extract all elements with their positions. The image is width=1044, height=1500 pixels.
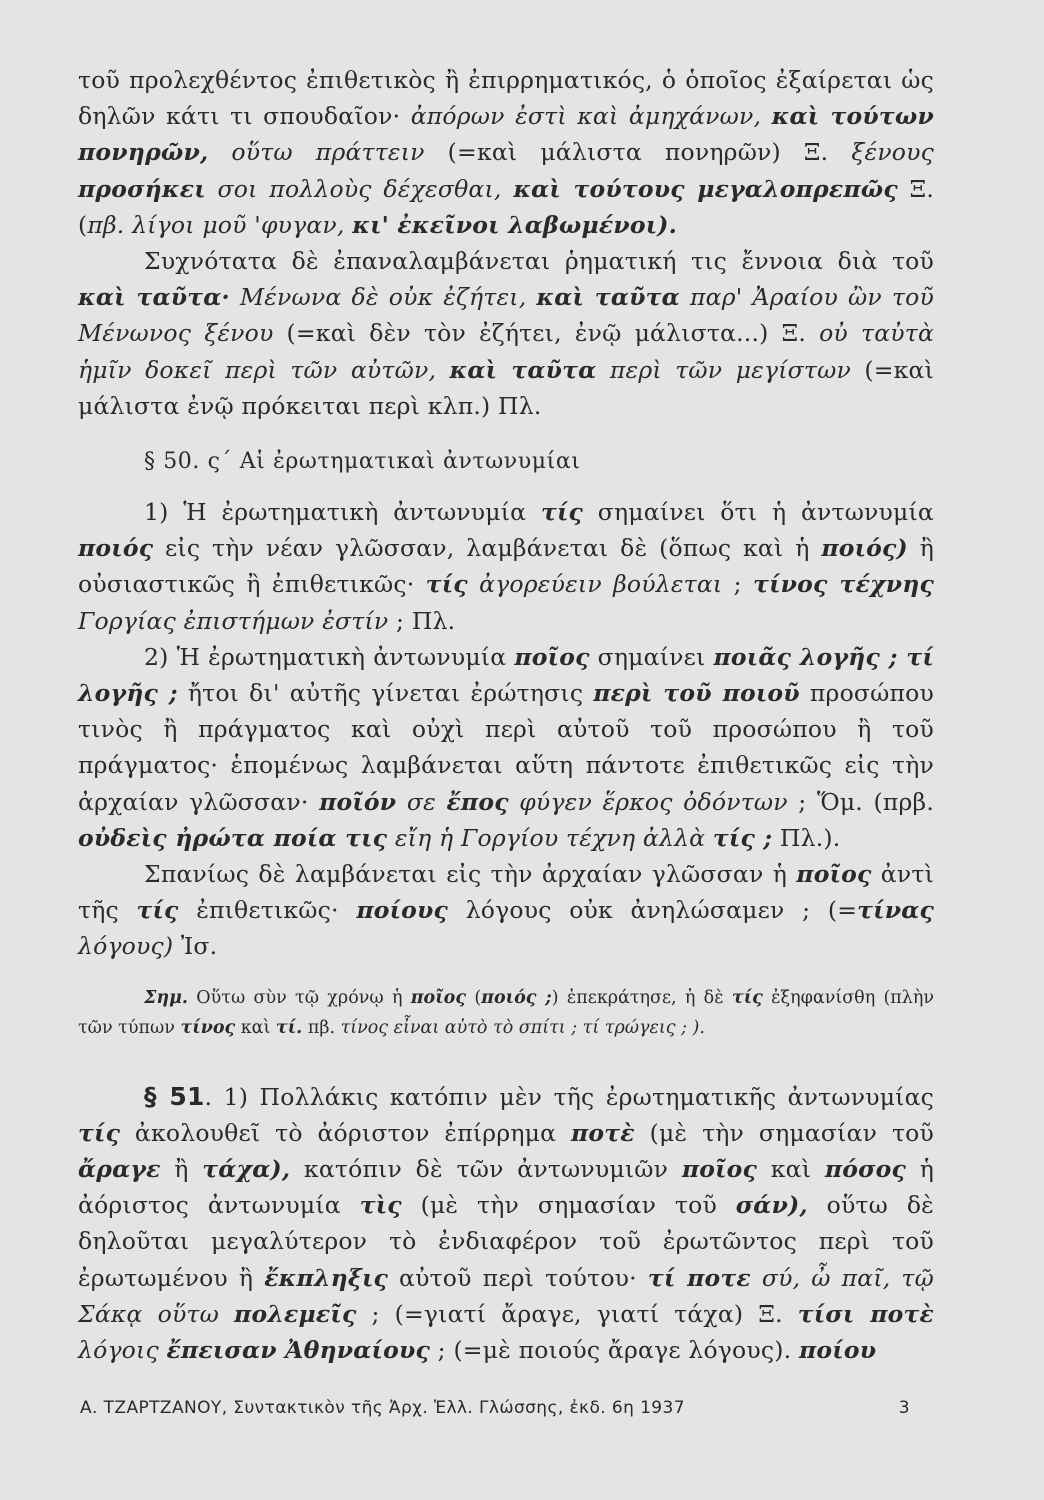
- example-text: σύ, ὦ παῖ, τῷ Σάκᾳ οὕτω: [78, 1263, 934, 1328]
- example-text: ἀπόρων ἐστὶ καὶ ἀμηχάνων,: [410, 102, 772, 131]
- text: Ἰσ.: [173, 932, 218, 961]
- emphasis-text: τὶς: [359, 1191, 402, 1220]
- emphasis-text: καὶ ταῦτα: [449, 355, 597, 384]
- example-text: οὕτω πράττειν: [208, 138, 425, 167]
- emphasis-text: ποῖόν: [319, 787, 397, 816]
- emphasis-text: τί ποτε: [647, 1263, 751, 1292]
- paragraph-1: [78, 62, 934, 243]
- text: (=καὶ μάλιστα πονηρῶν) Ξ.: [424, 138, 852, 167]
- text: (: [466, 987, 482, 1008]
- text: ἢ: [160, 1155, 203, 1184]
- example-text: ξένους: [851, 138, 934, 167]
- emphasis-text: τίς: [540, 498, 584, 527]
- text: ; Πλ.: [388, 606, 456, 635]
- text: οὕτω δὲ δηλοῦται μεγαλύτερον τὸ ἐνδιαφέρον τοῦ ἐρωτῶντος περὶ τοῦ ἐρωτωμένου ἢ: [78, 1191, 934, 1292]
- emphasis-text: τίς: [425, 570, 468, 599]
- text: ; Ὅμ. (πρβ.: [787, 787, 934, 816]
- text: ἐξηφανίσθη (πλὴν τῶν τύπων: [78, 987, 935, 1038]
- text: (=καὶ δὲν τὸν ἐζήτει, ἐνῷ μάλιστα...) Ξ.: [273, 319, 820, 348]
- emphasis-text: ποιός: [78, 534, 154, 563]
- text: προσώπου τινὸς ἢ πράγματος καὶ οὐχὶ περὶ αὐτοῦ τοῦ προσώπου ἢ τοῦ πράγματος· ἑπομένως λαμβάνεται αὕτη πάντοτε ἐπιθετικῶς εἰς τὴν ἀρχαίαν γλῶσσαν·: [78, 679, 934, 816]
- note-paragraph: [78, 983, 934, 1043]
- emphasis-text: τίς: [78, 1118, 121, 1147]
- emphasis-text: τίνος τέχνης: [753, 570, 935, 599]
- emphasis-text: ἄραγε: [78, 1155, 161, 1184]
- text: ἡ ἀόριστος ἀντωνυμία: [78, 1155, 935, 1220]
- emphasis-text: οὐδεὶς ἠρώτα: [78, 823, 274, 852]
- emphasis-text: ποίου: [798, 1336, 877, 1365]
- emphasis-text: ποῖος: [681, 1155, 758, 1184]
- paragraph-5: [78, 856, 934, 965]
- footer-citation: Α. ΤΖΑΡΤΖΑΝΟΥ, Συντακτικὸν τῆς Ἀρχ. Ἑλλ. Γλώσσης, ἐκδ. 6η 1937: [80, 1398, 685, 1418]
- emphasis-text: προσήκει: [78, 174, 206, 203]
- paragraph-2: [78, 243, 934, 424]
- emphasis-text: καὶ τούτους μεγαλοπρεπῶς: [513, 174, 898, 203]
- emphasis-text: ποιός): [821, 534, 908, 563]
- emphasis-text: τίς ;: [712, 823, 773, 852]
- text: (μὲ τὴν σημασίαν τοῦ: [634, 1118, 934, 1147]
- emphasis-text: ἔπεισαν: [166, 1336, 277, 1365]
- emphasis-text: κι' ἐκεῖνοι λαβωμένοι).: [352, 210, 677, 239]
- example-text: οὐ ταὐτὰ ἡμῖν δοκεῖ περὶ τῶν αὐτῶν,: [78, 319, 935, 384]
- example-text: Γοργίας ἐπιστήμων ἐστίν: [78, 606, 389, 635]
- text: 2) Ἡ ἐρωτηματικὴ ἀντωνυμία: [144, 642, 515, 671]
- paragraph-6: [78, 1079, 934, 1369]
- text: καὶ: [757, 1155, 825, 1184]
- emphasis-text: τίς: [136, 896, 179, 925]
- emphasis-text: πόσος: [824, 1155, 907, 1184]
- text: σημαίνει ὅτι ἡ ἀντωνυμία: [583, 498, 934, 527]
- text: . 1) Πολλάκις κατόπιν μὲν τῆς ἐρωτηματικῆς ἀντωνυμίας: [204, 1082, 935, 1111]
- text: Ξ. (: [78, 174, 934, 239]
- text: τοῦ προλεχθέντος ἐπιθετικὸς ἢ ἐπιρρηματικός, ὁ ὁποῖος ἐξαίρεται ὡς δηλῶν κάτι τι σπουδαῖον·: [78, 66, 934, 131]
- emphasis-text: τίσι ποτὲ: [797, 1299, 935, 1328]
- paragraph-3: [78, 494, 934, 639]
- text: Συχνότατα δὲ ἐπαναλαμβάνεται ῥηματική τις ἔννοια διὰ τοῦ: [144, 247, 934, 276]
- text: ἢ οὐσιαστικῶς ἢ ἐπιθετικῶς·: [78, 534, 934, 599]
- emphasis-text: ποιός ;: [481, 987, 552, 1008]
- text: Οὕτω σὺν τῷ χρόνῳ ἡ: [188, 987, 411, 1008]
- emphasis-text: ἔπος: [446, 787, 509, 816]
- example-text: παρ' Ἀραίου ὢν τοῦ Μένωνος ξένου: [78, 283, 934, 348]
- emphasis-text: ποῖος: [796, 860, 872, 889]
- text: Σπανίως δὲ λαμβάνεται εἰς τὴν ἀρχαίαν γλῶσσαν ἡ: [144, 860, 797, 889]
- emphasis-text: ἔκπληξις: [264, 1263, 389, 1292]
- emphasis-text: ποτὲ: [570, 1118, 635, 1147]
- page-number: 3: [898, 1398, 910, 1418]
- emphasis-text: τίνος: [180, 1017, 236, 1038]
- emphasis-text: τίς: [731, 987, 763, 1008]
- example-text: λόγοις: [78, 1336, 167, 1365]
- emphasis-text: καὶ ταῦτα·: [78, 283, 230, 312]
- emphasis-text: ποῖος: [410, 987, 467, 1008]
- text: εἰς τὴν νέαν γλῶσσαν, λαμβάνεται δὲ (ὅπως καὶ ἡ: [153, 534, 822, 563]
- emphasis-text: πολεμεῖς: [234, 1299, 357, 1328]
- paragraph-4: [78, 639, 934, 856]
- example-text: σε: [396, 787, 447, 816]
- emphasis-text: ποία τις: [273, 823, 388, 852]
- emphasis-text: τάχα),: [202, 1155, 291, 1184]
- text: λόγους οὐκ ἀνηλώσαμεν ; (=: [448, 896, 858, 925]
- text: (=καὶ μάλιστα ἐνῷ πρόκειται περὶ κλπ.) Πλ.: [78, 355, 934, 420]
- emphasis-text: ποῖος: [514, 642, 590, 671]
- example-text: λόγους): [78, 932, 174, 961]
- text: ; (=μὲ ποιούς ἄραγε λόγους).: [429, 1336, 799, 1365]
- example-text: ἀγορεύειν βούλεται: [467, 570, 723, 599]
- emphasis-text: τί.: [275, 1017, 303, 1038]
- text: (μὲ τὴν σημασίαν τοῦ: [401, 1191, 736, 1220]
- example-text: σοι πολλοὺς δέχεσθαι,: [205, 174, 514, 203]
- text: ) ἐπεκράτησε, ἡ δὲ: [551, 987, 732, 1008]
- text: ;: [722, 570, 754, 599]
- text: 1) Ἡ ἐρωτηματικὴ ἀντωνυμία: [144, 498, 541, 527]
- emphasis-text: Ἀθηναίους: [276, 1336, 430, 1365]
- example-text: τίνος εἶναι αὐτὸ τὸ σπίτι ; τί τρώγεις ; ).: [340, 1017, 705, 1038]
- example-text: φύγεν ἕρκος ὀδόντων: [508, 787, 788, 816]
- emphasis-text: καὶ τούτων πονηρῶν,: [78, 102, 934, 167]
- emphasis-text: σάν),: [735, 1191, 808, 1220]
- emphasis-text: ποίους: [356, 896, 449, 925]
- text: ἀντὶ τῆς: [78, 860, 934, 925]
- text: ἀκολουθεῖ τὸ ἀόριστον ἐπίρρημα: [120, 1118, 571, 1147]
- emphasis-text: τίνας: [857, 896, 934, 925]
- text: σημαίνει: [589, 642, 714, 671]
- example-text: περὶ τῶν μεγίστων: [596, 355, 851, 384]
- text: ; (=γιατί ἄραγε, γιατί τάχα) Ξ.: [356, 1299, 798, 1328]
- text: αὐτοῦ περὶ τούτου·: [388, 1263, 648, 1292]
- emphasis-text: περὶ τοῦ ποιοῦ: [593, 679, 800, 708]
- example-text: εἴη ἡ Γοργίου τέχνη ἀλλὰ: [387, 823, 713, 852]
- text: καὶ: [235, 1017, 276, 1038]
- emphasis-text: καὶ ταῦτα: [536, 283, 680, 312]
- example-text: πβ. λίγοι μοῦ 'φυγαν,: [87, 210, 353, 239]
- page-footer: [80, 1398, 910, 1418]
- text: κατόπιν δὲ τῶν ἀντωνυμιῶν: [290, 1155, 682, 1184]
- emphasis-text: ποιᾶς λογῆς ; τί λογῆς ;: [78, 642, 934, 708]
- example-text: Μένωνα δὲ οὐκ ἐζήτει,: [229, 283, 537, 312]
- section-heading: § 50. ς΄ Αἱ ἐρωτηματικαὶ ἀντωνυμίαι: [144, 449, 581, 475]
- text: ἤτοι δι' αὐτῆς γίνεται ἐρώτησις: [177, 679, 594, 708]
- note-label: Σημ.: [144, 987, 188, 1008]
- text: Πλ.).: [772, 823, 841, 852]
- text: ἐπιθετικῶς·: [178, 896, 357, 925]
- section-number: § 51: [144, 1081, 205, 1111]
- text: πβ.: [302, 1017, 341, 1038]
